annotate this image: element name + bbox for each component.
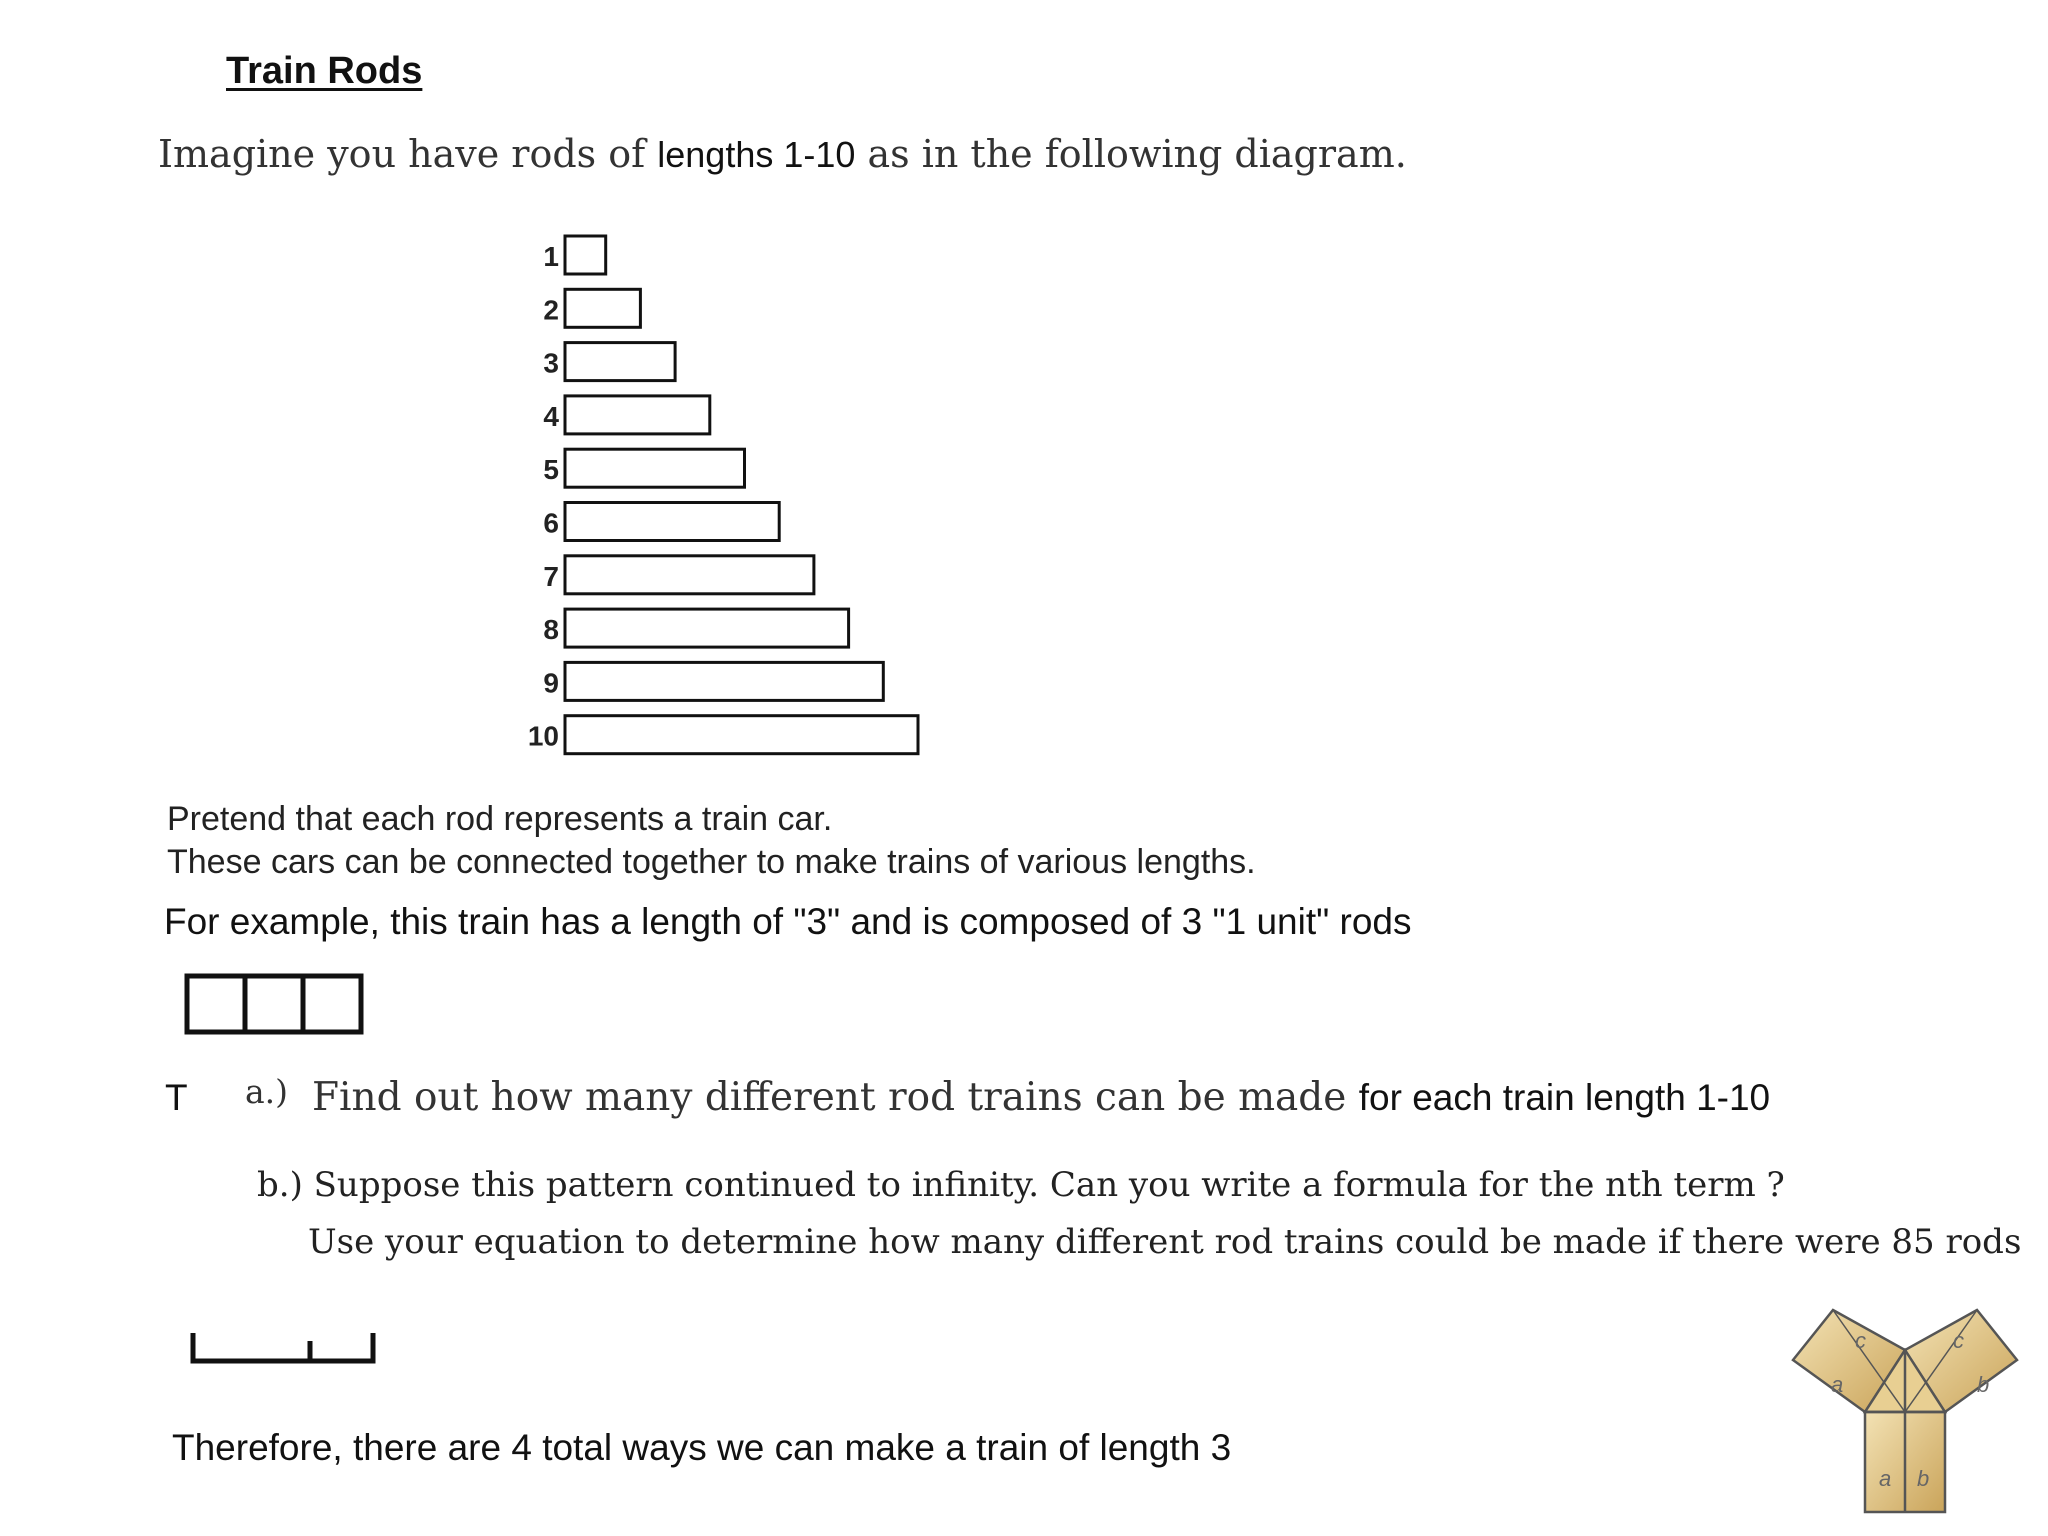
- page-title: Train Rods: [226, 50, 423, 92]
- intro-part-1: Imagine you have rods of: [158, 132, 658, 176]
- rod-7: [565, 556, 814, 594]
- rod-6: [565, 503, 779, 541]
- rod-1: [565, 236, 606, 274]
- example-text: For example, this train has a length of "3" and is composed of 3 "1 unit" rods: [164, 901, 1412, 942]
- rod-label-4: 4: [543, 400, 559, 432]
- rod-2: [565, 289, 640, 327]
- train-car-2: [245, 976, 303, 1032]
- rod-label-7: 7: [543, 560, 559, 592]
- logo-letter-c-right: c: [1953, 1328, 1964, 1353]
- train-car-3: [303, 976, 361, 1032]
- rod-label-3: 3: [543, 347, 559, 379]
- rod-8: [565, 609, 849, 647]
- pretend-line-2: These cars can be connected together to make trains of various lengths.: [167, 843, 1256, 881]
- rod-label-6: 6: [543, 507, 559, 539]
- question-b-line-1: b.) Suppose this pattern continued to infinity. Can you write a formula for the nth term ?: [257, 1165, 1785, 1205]
- intro-part-2: lengths 1-10: [657, 134, 856, 175]
- intro-part-3: as in the following diagram.: [855, 132, 1407, 176]
- rod-label-10: 10: [527, 720, 559, 752]
- rod-label-2: 2: [543, 294, 559, 326]
- question-a-sans: for each train length 1-10: [1358, 1077, 1771, 1118]
- rod-3: [565, 343, 675, 381]
- pretend-line-1: Pretend that each rod represents a train car.: [167, 800, 833, 838]
- train-car-1: [187, 976, 245, 1032]
- rod-9: [565, 662, 883, 700]
- logo-letter-b-right: b: [1977, 1372, 1990, 1397]
- rod-label-8: 8: [543, 614, 559, 646]
- logo-letter-c-left: c: [1855, 1328, 1866, 1353]
- logo-letter-a-bottom: a: [1879, 1466, 1892, 1491]
- logo-letter-a-left: a: [1831, 1372, 1844, 1397]
- rod-diagram: [515, 228, 935, 768]
- pythagoras-logo: [1785, 1300, 2035, 1530]
- rod-label-1: 1: [543, 241, 559, 272]
- question-a-serif: Find out how many different rod trains can be made: [312, 1075, 1359, 1120]
- question-a-label: a.): [245, 1072, 289, 1111]
- rod-label-9: 9: [543, 667, 559, 699]
- t-mark: T: [165, 1077, 188, 1118]
- rod-10: [565, 716, 918, 754]
- conclusion-text: Therefore, there are 4 total ways we can make a train of length 3: [172, 1427, 1232, 1468]
- rod-label-5: 5: [543, 454, 559, 486]
- rod-5: [565, 449, 745, 487]
- bracket-mark: [188, 1325, 378, 1367]
- question-b-line-2: Use your equation to determine how many different rod trains could be made if there were 85 rods: [308, 1222, 2022, 1262]
- intro-text: [158, 132, 1407, 176]
- rod-4: [565, 396, 710, 434]
- question-a-text: [312, 1075, 1770, 1120]
- example-train: [184, 972, 370, 1038]
- logo-letter-b-bottom: b: [1917, 1466, 1930, 1491]
